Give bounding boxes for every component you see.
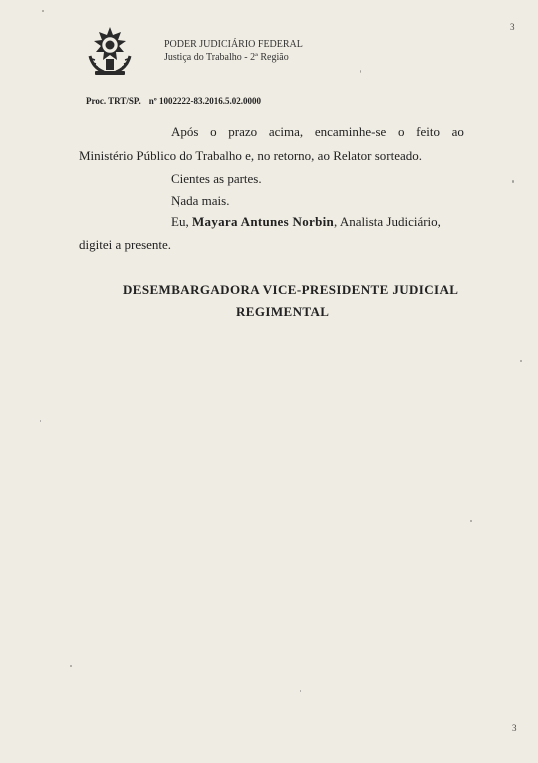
header-block	[164, 38, 303, 64]
header-court-region: Justiça do Trabalho - 2ª Região	[164, 52, 289, 63]
coat-of-arms-icon	[84, 26, 136, 78]
paper-speck	[512, 180, 514, 183]
word: prazo	[228, 124, 258, 139]
paragraph-2: Cientes as partes.	[171, 171, 262, 186]
page-number-bottom: 3	[512, 723, 517, 733]
process-number: nº 1002222-83.2016.5.02.0000	[148, 96, 262, 106]
process-label: Proc. TRT/SP.	[86, 96, 141, 106]
word: ao	[451, 124, 464, 139]
word: o	[210, 124, 217, 139]
process-reference	[86, 96, 261, 106]
paper-speck	[40, 420, 41, 422]
paragraph-1-line-2: Ministério Público do Trabalho e, no retorno, ao Relator sorteado.	[79, 148, 423, 163]
paper-speck	[70, 665, 72, 667]
signature-title-line-1: DESEMBARGADORA VICE-PRESIDENTE JUDICIAL	[123, 282, 459, 297]
paper-speck	[470, 520, 472, 522]
page-number-top: 3	[510, 22, 515, 32]
paragraph-4-line-1	[171, 214, 441, 230]
paper-speck	[520, 360, 522, 362]
word: o	[397, 124, 405, 139]
text: , Analista Judiciário,	[334, 214, 441, 229]
clerk-name: Mayara Antunes Norbin	[191, 214, 335, 229]
paragraph-1-line-1	[171, 124, 464, 140]
word: feito	[416, 124, 440, 139]
paper-speck	[42, 10, 44, 12]
paper-speck	[360, 70, 361, 73]
paragraph-4-line-2: digitei a presente.	[79, 237, 172, 252]
paragraph-3: Nada mais.	[171, 193, 230, 208]
word: Após	[171, 124, 199, 139]
paper-speck	[300, 690, 301, 692]
text: Eu,	[171, 214, 192, 229]
header-court-name: PODER JUDICIÁRIO FEDERAL	[164, 39, 303, 50]
word: acima,	[268, 124, 304, 139]
word: encaminhe-se	[314, 124, 387, 139]
signature-title-line-2: REGIMENTAL	[236, 304, 330, 319]
